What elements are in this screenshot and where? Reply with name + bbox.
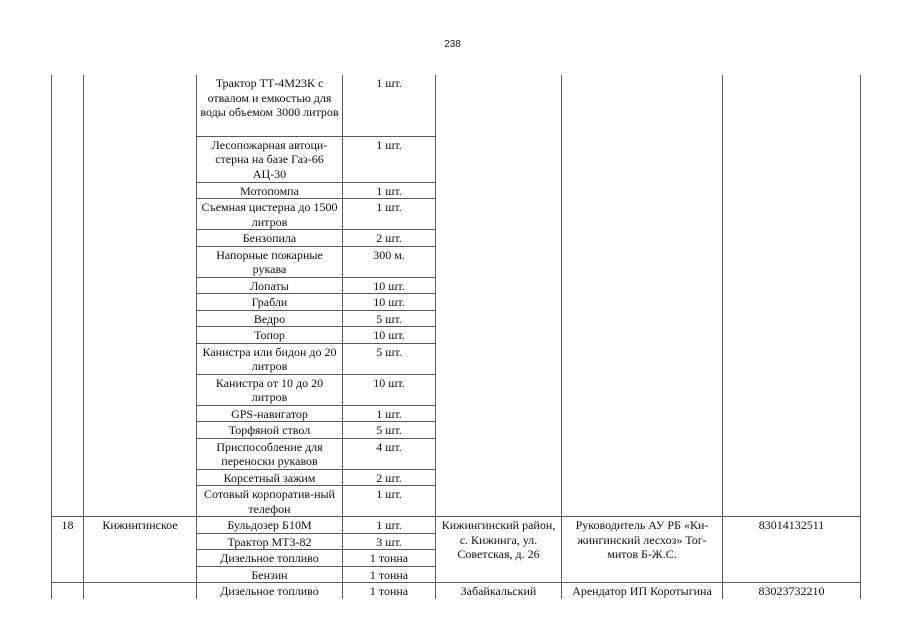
qty-cell: 5 шт. [343, 310, 436, 327]
item-cell: Трактор МТЗ-82 [197, 533, 343, 550]
item-cell: Трактор ТТ-4М23К с отвалом и емкостью для воды объемом 3000 литров [197, 75, 343, 136]
item-cell: Канистра от 10 до 20 литров [197, 374, 343, 405]
district-cell-empty [84, 75, 197, 517]
page-number: 238 [444, 39, 461, 50]
qty-cell: 3 шт. [343, 533, 436, 550]
table-row [52, 75, 861, 136]
item-cell: Съемная цистерна до 1500 литров [197, 199, 343, 230]
address-cell: Забайкальский [436, 583, 562, 599]
item-cell: Торфяной ствол [197, 422, 343, 439]
phone-cell: 83014132511 [723, 517, 861, 583]
address-cell: Кижингинский район, с. Кижинга, ул. Советская, д. 26 [436, 517, 562, 583]
item-cell: GPS-навигатор [197, 405, 343, 422]
qty-cell: 10 шт. [343, 374, 436, 405]
item-cell: Топор [197, 327, 343, 344]
item-cell: Дизельное топливо [197, 583, 343, 599]
item-cell: Грабли [197, 294, 343, 311]
qty-cell: 1 шт. [343, 136, 436, 182]
item-cell: Корсетный зажим [197, 469, 343, 486]
qty-cell: 1 шт. [343, 486, 436, 517]
phone-cell-empty [723, 75, 861, 517]
qty-cell: 4 шт. [343, 438, 436, 469]
table-row [52, 517, 861, 534]
qty-cell: 300 м. [343, 246, 436, 277]
item-cell: Лопаты [197, 277, 343, 294]
item-cell: Ведро [197, 310, 343, 327]
item-cell: Мотопомпа [197, 182, 343, 199]
qty-cell: 1 шт. [343, 199, 436, 230]
address-cell-empty [436, 75, 562, 517]
item-cell: Бензопила [197, 230, 343, 247]
number-cell-empty [52, 583, 84, 599]
qty-cell: 10 шт. [343, 277, 436, 294]
qty-cell: 1 тонна [343, 566, 436, 583]
contact-cell: Руководитель АУ РБ «Ки-жингинский лесхоз» Тог-митов Б-Ж.С. [562, 517, 723, 583]
phone-cell: 83023732210 [723, 583, 861, 599]
qty-cell: 1 шт. [343, 75, 436, 136]
qty-cell: 10 шт. [343, 327, 436, 344]
equipment-table [51, 75, 861, 599]
district-cell: Кижингинское [84, 517, 197, 583]
table-row [52, 583, 861, 599]
qty-cell: 2 шт. [343, 469, 436, 486]
district-cell-empty [84, 583, 197, 599]
item-cell: Сотовый корпоратив-ный телефон [197, 486, 343, 517]
qty-cell: 1 тонна [343, 583, 436, 599]
item-cell: Приспособление для переноски рукавов [197, 438, 343, 469]
number-cell-empty [52, 75, 84, 517]
item-cell: Бензин [197, 566, 343, 583]
qty-cell: 1 шт. [343, 517, 436, 534]
item-cell: Бульдозер Б10М [197, 517, 343, 534]
contact-cell: Арендатор ИП Коротыгина [562, 583, 723, 599]
item-cell: Лесопожарная автоци-стерна на базе Газ-66 АЦ-30 [197, 136, 343, 182]
qty-cell: 1 тонна [343, 550, 436, 567]
qty-cell: 1 шт. [343, 182, 436, 199]
qty-cell: 1 шт. [343, 405, 436, 422]
item-cell: Напорные пожарные рукава [197, 246, 343, 277]
qty-cell: 10 шт. [343, 294, 436, 311]
qty-cell: 5 шт. [343, 422, 436, 439]
item-cell: Дизельное топливо [197, 550, 343, 567]
qty-cell: 5 шт. [343, 343, 436, 374]
contact-cell-empty [562, 75, 723, 517]
entry-number-cell: 18 [52, 517, 84, 583]
qty-cell: 2 шт. [343, 230, 436, 247]
item-cell: Канистра или бидон до 20 литров [197, 343, 343, 374]
